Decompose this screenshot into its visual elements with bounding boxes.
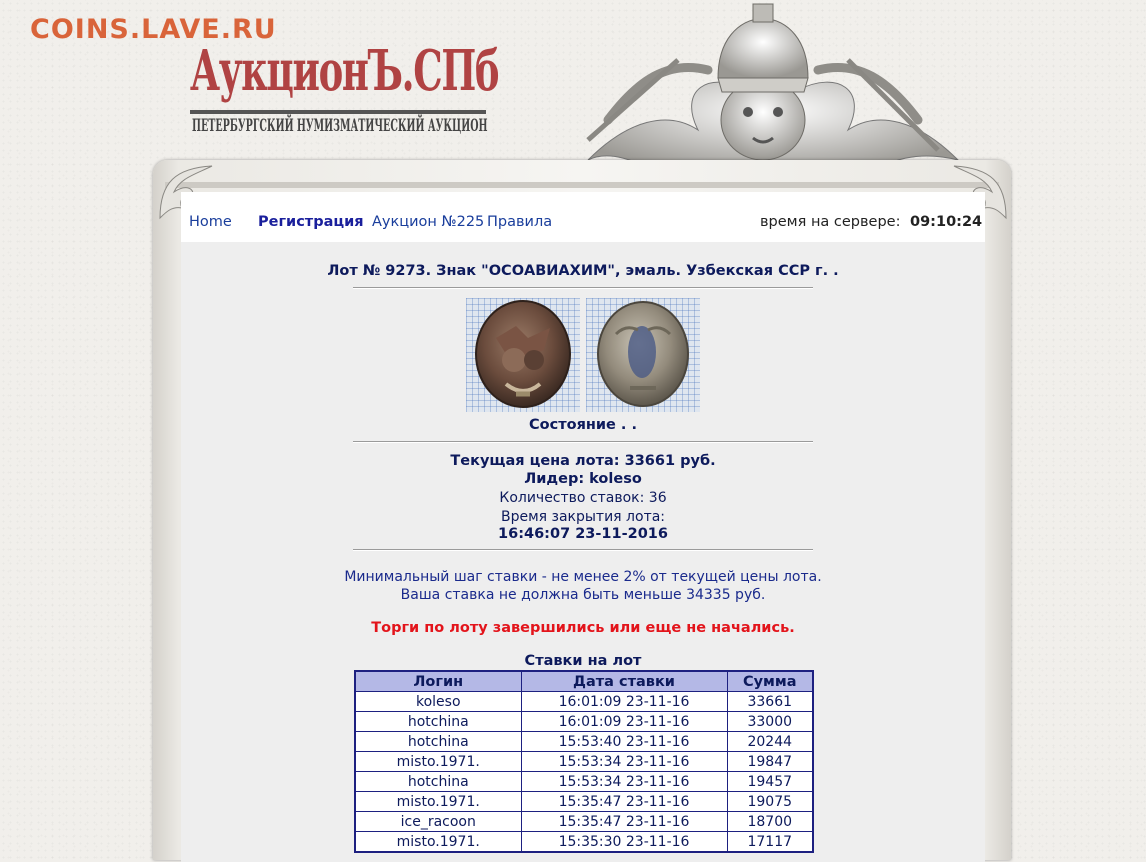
bid-login: hotchina	[355, 712, 521, 732]
bid-date: 15:53:34 23-11-16	[521, 772, 727, 792]
bid-login: koleso	[355, 692, 521, 712]
min-step-note: Минимальный шаг ставки - не менее 2% от текущей цены лота.	[344, 569, 822, 585]
divider	[353, 441, 813, 443]
logo-subtitle: ПЕТЕРБУРГСКИЙ НУМИЗМАТИЧЕСКИЙ АУКЦИОН	[192, 116, 488, 136]
lot-condition: Состояние . .	[529, 417, 637, 433]
divider	[353, 549, 813, 551]
bid-amount: 17117	[727, 832, 813, 853]
bid-amount: 33661	[727, 692, 813, 712]
bids-table-caption: Ставки на лот	[524, 653, 642, 669]
nav-auction-link[interactable]: Аукцион №225	[372, 214, 485, 230]
lot-content	[181, 242, 985, 862]
logo-rule	[190, 110, 486, 114]
min-bid-note: Ваша ставка не должна быть меньше 34335 руб.	[400, 587, 766, 603]
bid-date: 15:53:40 23-11-16	[521, 732, 727, 752]
badge-reverse-image	[586, 298, 700, 412]
bid-date: 15:35:47 23-11-16	[521, 812, 727, 832]
column-header-date: Дата ставки	[521, 671, 727, 692]
logo-title: АукционЪ.СПб	[190, 38, 499, 104]
bid-login: misto.1971.	[355, 752, 521, 772]
column-header-amount: Сумма	[727, 671, 813, 692]
bid-login: misto.1971.	[355, 792, 521, 812]
bid-login: hotchina	[355, 772, 521, 792]
table-row	[355, 712, 813, 732]
bid-amount: 20244	[727, 732, 813, 752]
lot-title: Лот № 9273. Знак "ОСОАВИАХИМ", эмаль. Узбекская ССР г. .	[327, 263, 839, 279]
auction-status-message: Торги по лоту завершились или еще не начались.	[371, 620, 795, 636]
bid-amount: 18700	[727, 812, 813, 832]
close-time-value: 16:46:07 23-11-2016	[498, 526, 668, 542]
server-time-value: 09:10:24	[910, 214, 983, 230]
table-row	[355, 772, 813, 792]
bid-date: 15:35:47 23-11-16	[521, 792, 727, 812]
column-header-login: Логин	[355, 671, 521, 692]
bids-count: Количество ставок: 36	[499, 490, 667, 506]
server-time-label: время на сервере:	[760, 214, 901, 230]
bid-amount: 33000	[727, 712, 813, 732]
bids-table	[354, 670, 814, 853]
close-time-label: Время закрытия лота:	[500, 509, 666, 525]
badge-obverse-image	[466, 298, 580, 412]
bid-date: 16:01:09 23-11-16	[521, 692, 727, 712]
bid-login: ice_racoon	[355, 812, 521, 832]
bid-login: misto.1971.	[355, 832, 521, 853]
site-logo[interactable]	[190, 38, 499, 142]
table-row	[355, 832, 813, 853]
nav-home-link[interactable]: Home	[189, 214, 232, 230]
divider	[353, 287, 813, 289]
nav-rules-link[interactable]: Правила	[487, 214, 553, 230]
nav-register-link[interactable]: Регистрация	[258, 214, 364, 230]
lot-photos	[466, 298, 702, 414]
top-navigation	[181, 192, 985, 242]
current-price: Текущая цена лота: 33661 руб.	[450, 453, 716, 469]
bid-date: 15:53:34 23-11-16	[521, 752, 727, 772]
bid-date: 16:01:09 23-11-16	[521, 712, 727, 732]
bid-amount: 19075	[727, 792, 813, 812]
bid-amount: 19457	[727, 772, 813, 792]
table-row	[355, 812, 813, 832]
bid-login: hotchina	[355, 732, 521, 752]
bid-date: 15:35:30 23-11-16	[521, 832, 727, 853]
lot-photo-reverse[interactable]	[586, 298, 700, 412]
bids-table-header	[355, 671, 813, 692]
current-leader: Лидер: koleso	[524, 471, 642, 487]
bid-amount: 19847	[727, 752, 813, 772]
table-row	[355, 752, 813, 772]
table-row	[355, 692, 813, 712]
table-row	[355, 792, 813, 812]
watermark: COINS.LAVE.RU	[30, 14, 277, 45]
frame-top-edge	[165, 182, 999, 188]
table-row	[355, 732, 813, 752]
lot-photo-obverse[interactable]	[466, 298, 580, 412]
